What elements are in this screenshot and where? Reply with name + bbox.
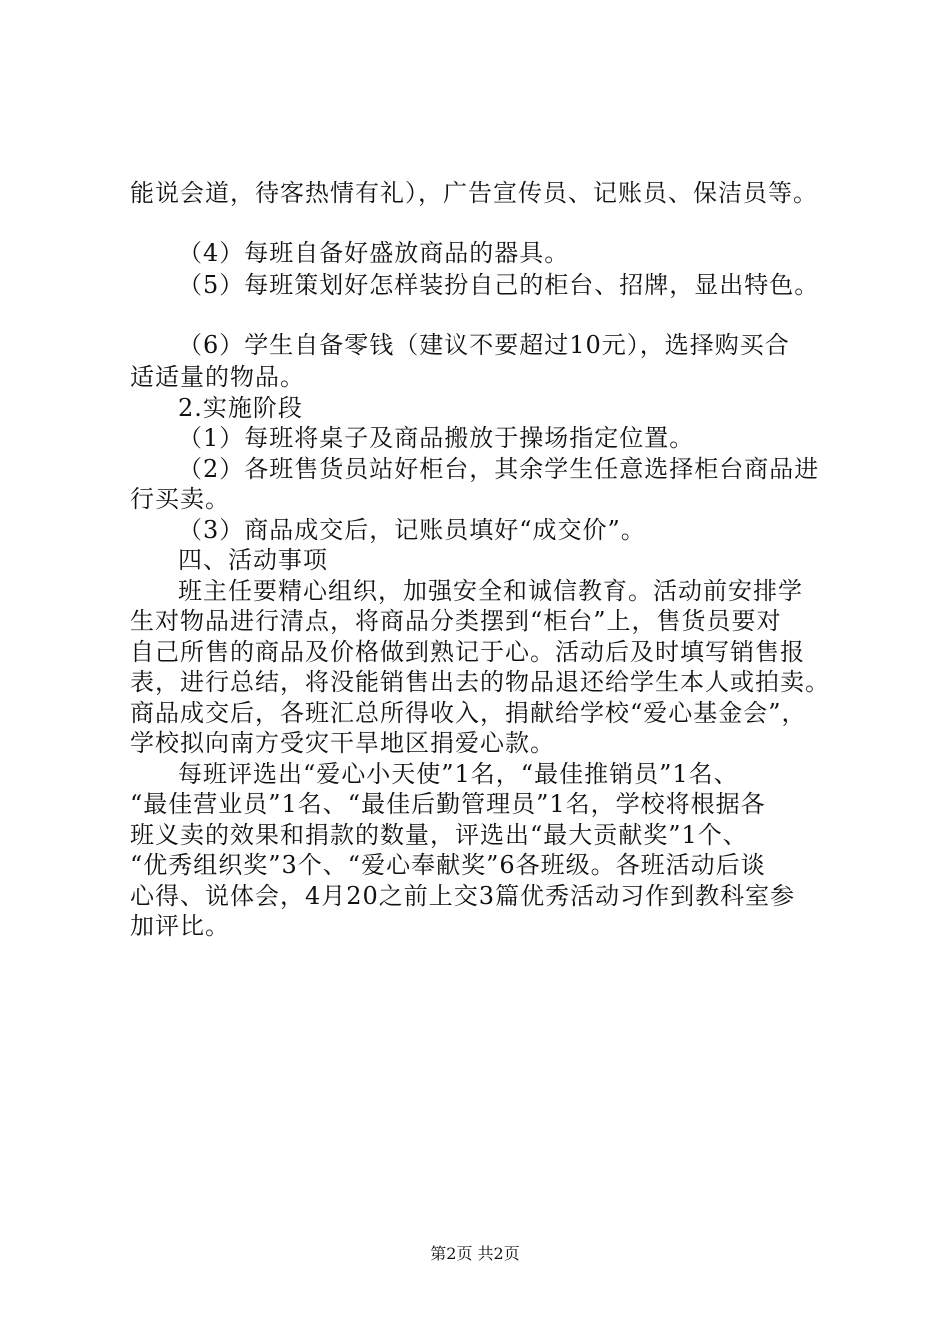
text-line: 生对物品进行清点，将商品分类摆到“柜台”上，售货员要对 bbox=[130, 607, 782, 635]
text-line: 班义卖的效果和捐款的数量，评选出“最大贡献奖”1个、 bbox=[130, 821, 748, 849]
text-line: 商品成交后，各班汇总所得收入，捐献给学校“爱心基金会”， bbox=[130, 699, 807, 727]
text-line: （3）商品成交后，记账员填好“成交价”。 bbox=[178, 516, 646, 544]
text-line: 能说会道，待客热情有礼），广告宣传员、记账员、保洁员等。 bbox=[130, 179, 818, 207]
text-line: （6）学生自备零钱（建议不要超过10元），选择购买合 bbox=[178, 331, 790, 359]
text-line: “最佳营业员”1名、“最佳后勤管理员”1名，学校将根据各 bbox=[130, 790, 766, 818]
section-heading: 四、活动事项 bbox=[178, 546, 328, 574]
text-line: 班主任要精心组织，加强安全和诚信教育。活动前安排学 bbox=[178, 577, 803, 605]
text-line: 每班评选出“爱心小天使”1名，“最佳推销员”1名、 bbox=[178, 760, 739, 788]
text-line: 行买卖。 bbox=[130, 485, 230, 513]
text-line: “优秀组织奖”3个、“爱心奉献奖”6各班级。各班活动后谈 bbox=[130, 851, 766, 879]
text-line: 表，进行总结，将没能销售出去的物品退还给学生本人或拍卖。 bbox=[130, 668, 830, 696]
text-line: （5）每班策划好怎样装扮自己的柜台、招牌，显出特色。 bbox=[178, 271, 820, 299]
text-line: 学校拟向南方受灾干旱地区捐爱心款。 bbox=[130, 729, 555, 757]
text-line: 心得、说体会，4月20之前上交3篇优秀活动习作到教科室参 bbox=[130, 882, 796, 910]
text-line: 加评比。 bbox=[130, 912, 230, 940]
page-footer: 第2页 共2页 bbox=[430, 1244, 520, 1263]
text-line: 自己所售的商品及价格做到熟记于心。活动后及时填写销售报 bbox=[130, 638, 805, 666]
text-line: 适适量的物品。 bbox=[130, 363, 305, 391]
text-line: （2）各班售货员站好柜台，其余学生任意选择柜台商品进 bbox=[178, 455, 820, 483]
text-line: （1）每班将桌子及商品搬放于操场指定位置。 bbox=[178, 424, 695, 452]
section-heading: 2.实施阶段 bbox=[178, 394, 303, 422]
text-line: （4）每班自备好盛放商品的器具。 bbox=[178, 239, 570, 267]
